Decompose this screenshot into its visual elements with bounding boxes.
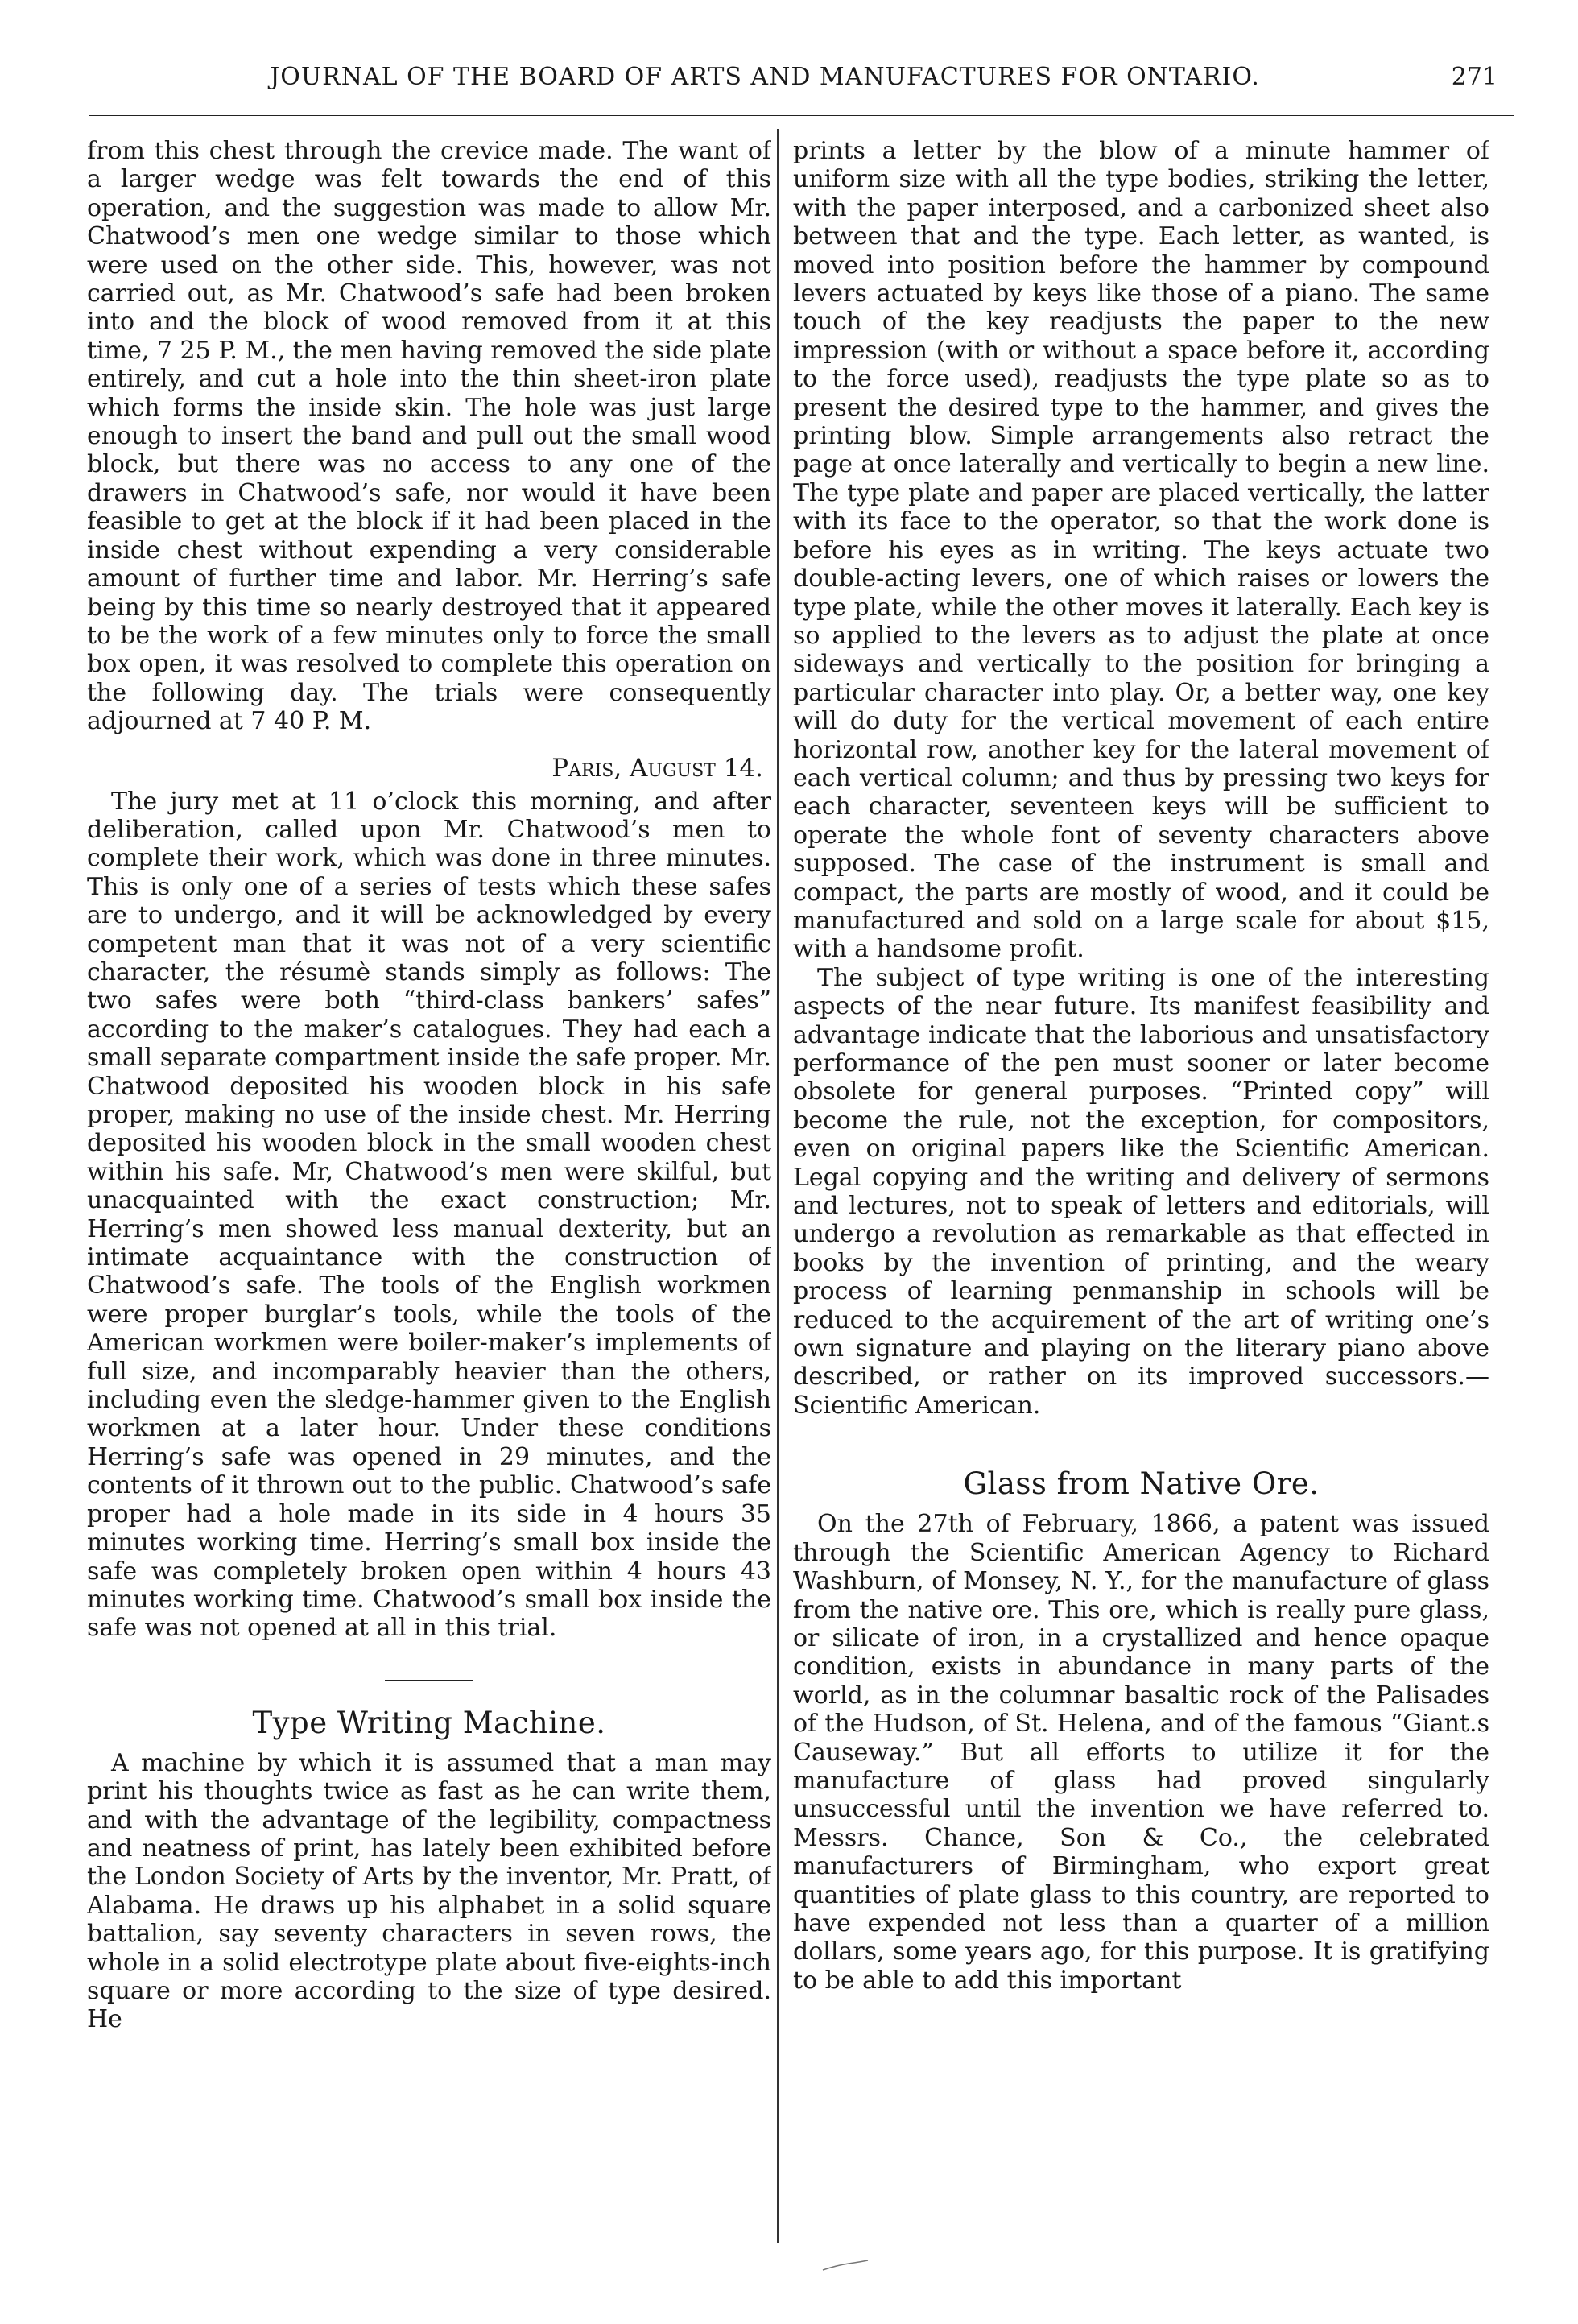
dateline: Paris, August 14. [551,753,763,783]
right-paragraph-1: prints a letter by the blow of a minute hammer of uniform size with all the type bodies, striking the letter, with the paper interposed, and a carbonized sheet also between that and the type. Each letter, as wanted, is moved into position before the hammer by compound levers actuated by keys like those of a piano. The same touch of the key readjusts the paper to the new impression (with or without a space before it, according to the force used), readjusts the type plate so as to present the desired type to the hammer, and gives the printing blow. Simple arrangements also retract the page at once laterally and vertically to begin a new line. The type plate and paper are placed vertically, the latter with its face to the operator, so that the work done is before his eyes as in writing. The keys actuate two double-acting levers, one of which raises or lowers the type plate, while the other moves it laterally. Each key is so applied to the levers as to adjust the plate at once sideways and vertically to the position for bringing a particular character into play. Or, a better way, one key will do duty for the vertical movement of each entire horizontal row, another key for the lateral movement of each vertical column; and thus by pressing two keys for each character, seventeen keys will be sufficient to operate the whole font of seventy characters above supposed. The case of the instrument is small and compact, the parts are mostly of wood, and it could be manufactured and sold on a large scale for about $15, with a handsome profit. [793,137,1489,964]
left-column [87,137,771,2239]
heading-type-writing-machine: Type Writing Machine. [252,1705,606,1740]
column-divider [777,129,779,2243]
right-paragraph-3: On the 27th of February, 1866, a patent was issued through the Scientific American Agency to Richard Washburn, of Monsey, N. Y., for the manufacture of glass from the native ore. This ore, which is really pure glass, or silicate of iron, in a crystallized and hence opaque condition, exists in abundance in many parts of the world, as in the columnar basaltic rock of the Palisades of the Hudson, of St. Helena, and of the famous “Giant.s Causeway.” But all efforts to utilize it for the manufacture of glass had proved singularly unsuccessful until the invention we have referred to. Messrs. Chance, Son & Co., the celebrated manufacturers of Birmingham, who export great quantities of plate glass to this country, are reported to have expended not less than a quarter of a million dollars, some years ago, for this purpose. It is gratifying to be able to add this important [793,1510,1489,1995]
running-header [89,55,1514,103]
right-paragraph-2: The subject of type writing is one of the interesting aspects of the near future. Its manifest feasibility and advantage indicate that the laborious and unsatisfactory performance of the pen must sooner or later become obsolete for general purposes. “Printed copy” will become the rule, not the exception, for compositors, even on original papers like the Scientific American. Legal copying and the writing and delivery of sermons and lectures, not to speak of letters and editorials, will undergo a revolution as remarkable as that effected in books by the invention of printing, and the weary process of learning penmanship in schools will be reduced to the acquirement of the art of writing one’s own signature and playing on the literary piano above described, or rather on its improved successors.—Scientific American. [793,963,1489,1420]
left-paragraph-1: from this chest through the crevice made. The want of a larger wedge was felt towards the end of this operation, and the suggestion was made to allow Mr. Chatwood’s men one wedge similar to those which were used on the other side. This, however, was not carried out, as Mr. Chatwood’s safe had been broken into and the block of wood removed from it at this time, 7 25 P. M., the men having removed the side plate entirely, and cut a hole into the thin sheet-iron plate which forms the inside skin. The hole was just large enough to insert the band and pull out the small wood block, but there was no access to any one of the drawers in Chatwood’s safe, nor would it have been feasible to get at the block if it had been placed in the inside chest without expending a very considerable amount of further time and labor. Mr. Herring’s safe being by this time so nearly destroyed that it appeared to be the work of a few minutes only to force the small box open, it was resolved to complete this operation on the following day. The trials were consequently adjourned at 7 40 P. M. [87,137,771,736]
heading-glass-from-native-ore: Glass from Native Ore. [963,1466,1320,1502]
left-paragraph-3: A machine by which it is assumed that a man may print his thoughts twice as fast as he can write them, and with the advantage of the legibility, compactness and neatness of print, has lately been exhibited before the London Society of Arts by the inventor, Mr. Pratt, of Alabama. He draws up his alphabet in a solid square battalion, say seventy characters in seven rows, the whole in a solid electrotype plate about five-eights-inch square or more according to the size of type desired. He [87,1748,771,2034]
scan-mark [821,2259,870,2272]
journal-title: JOURNAL OF THE BOARD OF ARTS AND MANUFACTURES FOR ONTARIO. [270,63,1260,91]
section-divider [385,1680,473,1681]
page-number: 271 [1451,63,1497,91]
left-paragraph-2: The jury met at 11 o’clock this morning, and after deliberation, called upon Mr. Chatwood’s men to complete their work, which was done in three minutes. This is only one of a series of tests which these safes are to undergo, and it will be acknowledged by every competent man that it was not of a very scientific character, the résumè stands simply as follows: The two safes were both “third-class bankers’ safes” according to the maker’s catalogues. They had each a small separate compartment inside the safe proper. Mr. Chatwood deposited his wooden block in his safe proper, making no use of the inside chest. Mr. Herring deposited his wooden block in the small wooden chest within his safe. Mr, Chatwood’s men were skilful, but unacquainted with the exact construction; Mr. Herring’s men showed less manual dexterity, but an intimate acquaintance with the construction of Chatwood’s safe. The tools of the English workmen were proper burglar’s tools, while the tools of the American workmen were boiler-maker’s implements of full size, and incomparably heavier than the others, including even the sledge-hammer given to the English workmen at a later hour. Under these conditions Herring’s safe was opened in 29 minutes, and the contents of it thrown out to the public. Chatwood’s safe proper had a hole made in its side in 4 hours 35 minutes working time. Herring’s small box inside the safe was completely broken open within 4 hours 43 minutes working time. Chatwood’s small box inside the safe was not opened at all in this trial. [87,787,771,1643]
right-column [793,137,1489,2239]
header-rule [89,115,1514,122]
